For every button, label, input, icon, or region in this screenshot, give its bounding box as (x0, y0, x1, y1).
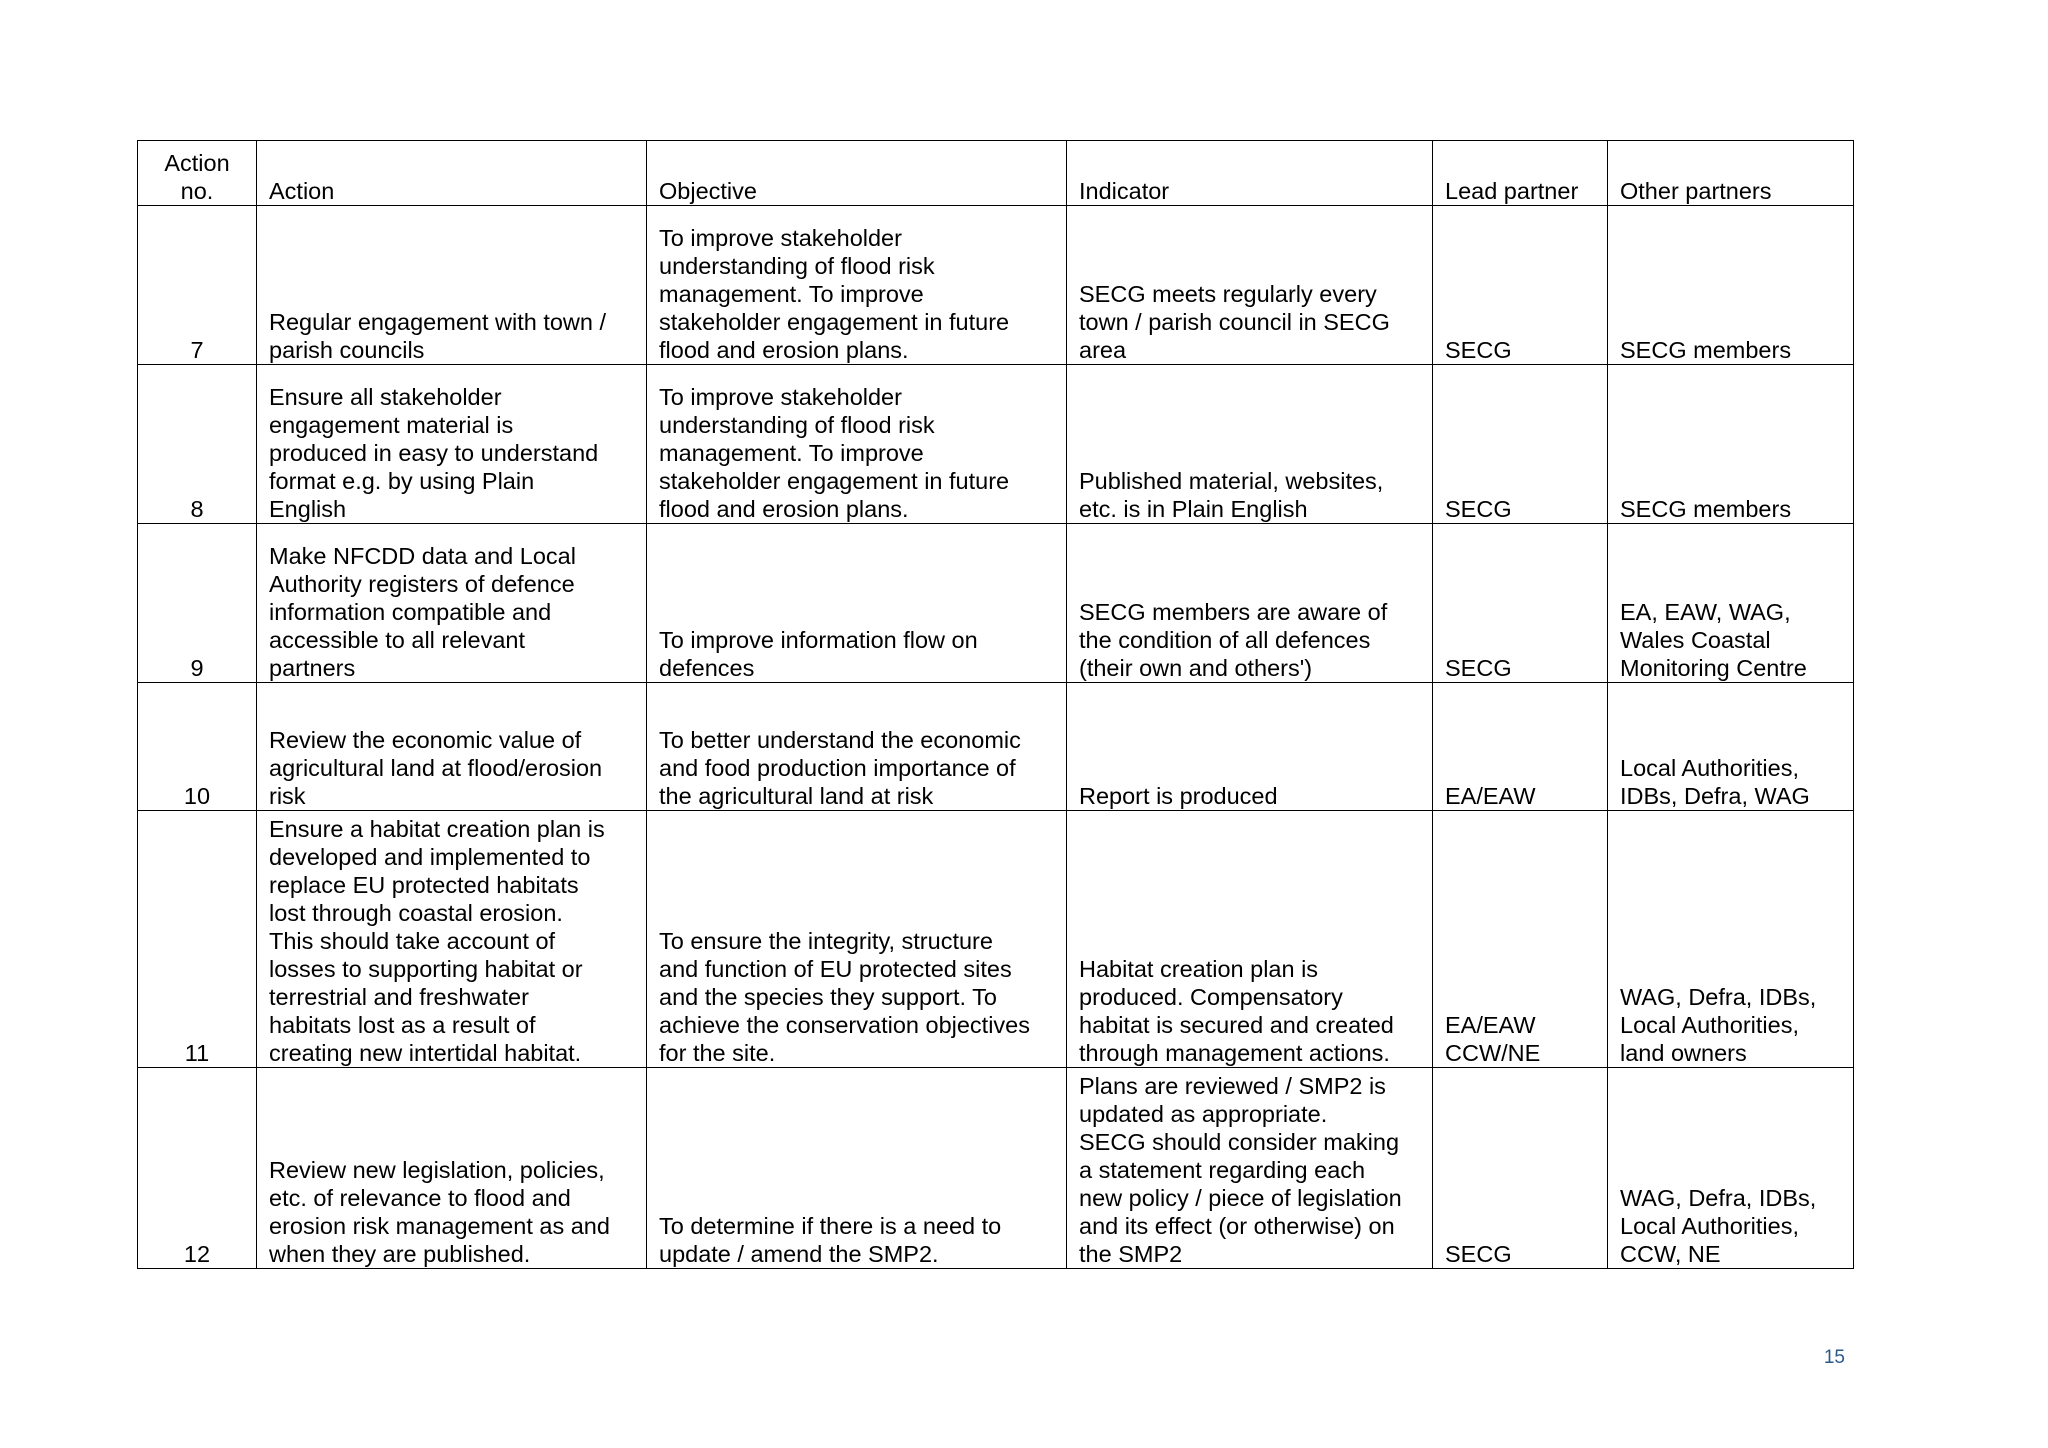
table-row (138, 524, 1854, 683)
table-header (138, 141, 1854, 206)
cell-lead-partner: SECG (1433, 1068, 1608, 1269)
cell-action: Make NFCDD data and Local Authority registers of defence information compatible and accessible to all relevant partners (257, 524, 647, 683)
cell-indicator: Report is produced (1067, 683, 1433, 811)
cell-action-no: 9 (138, 524, 257, 683)
table-row (138, 683, 1854, 811)
cell-objective: To ensure the integrity, structure and function of EU protected sites and the species they support. To achieve the conservation objectives for the site. (647, 811, 1067, 1068)
cell-indicator: SECG meets regularly every town / parish council in SECG area (1067, 206, 1433, 365)
cell-objective: To determine if there is a need to update / amend the SMP2. (647, 1068, 1067, 1269)
cell-lead-partner: SECG (1433, 524, 1608, 683)
action-plan-table (137, 140, 1854, 1269)
cell-objective: To improve stakeholder understanding of flood risk management. To improve stakeholder engagement in future flood and erosion plans. (647, 365, 1067, 524)
cell-indicator: SECG members are aware of the condition of all defences (their own and others') (1067, 524, 1433, 683)
cell-other-partners: WAG, Defra, IDBs, Local Authorities, land owners (1608, 811, 1854, 1068)
cell-action: Ensure all stakeholder engagement material is produced in easy to understand format e.g. by using Plain English (257, 365, 647, 524)
table-row (138, 811, 1854, 1068)
table-row (138, 206, 1854, 365)
cell-objective: To better understand the economic and food production importance of the agricultural land at risk (647, 683, 1067, 811)
header-action-no: Action no. (138, 141, 257, 206)
cell-action-no: 10 (138, 683, 257, 811)
cell-lead-partner: EA/EAW CCW/NE (1433, 811, 1608, 1068)
page-number: 15 (1823, 1347, 1845, 1368)
table-row (138, 1068, 1854, 1269)
cell-other-partners: EA, EAW, WAG, Wales Coastal Monitoring Centre (1608, 524, 1854, 683)
cell-lead-partner: SECG (1433, 206, 1608, 365)
cell-objective: To improve stakeholder understanding of flood risk management. To improve stakeholder engagement in future flood and erosion plans. (647, 206, 1067, 365)
cell-indicator: Habitat creation plan is produced. Compensatory habitat is secured and created through management actions. (1067, 811, 1433, 1068)
cell-action: Ensure a habitat creation plan is developed and implemented to replace EU protected habitats lost through coastal erosion. This should take account of losses to supporting habitat or terrestrial and freshwater habitats lost as a result of creating new intertidal habitat. (257, 811, 647, 1068)
cell-lead-partner: SECG (1433, 365, 1608, 524)
header-objective: Objective (647, 141, 1067, 206)
cell-action-no: 7 (138, 206, 257, 365)
cell-action-no: 11 (138, 811, 257, 1068)
cell-indicator: Published material, websites, etc. is in Plain English (1067, 365, 1433, 524)
cell-action: Review the economic value of agricultural land at flood/erosion risk (257, 683, 647, 811)
cell-objective: To improve information flow on defences (647, 524, 1067, 683)
header-indicator: Indicator (1067, 141, 1433, 206)
header-action: Action (257, 141, 647, 206)
table-body (138, 206, 1854, 1269)
cell-action-no: 12 (138, 1068, 257, 1269)
header-lead-partner: Lead partner (1433, 141, 1608, 206)
cell-other-partners: WAG, Defra, IDBs, Local Authorities, CCW, NE (1608, 1068, 1854, 1269)
cell-other-partners: SECG members (1608, 365, 1854, 524)
cell-action: Regular engagement with town / parish councils (257, 206, 647, 365)
cell-indicator: Plans are reviewed / SMP2 is updated as appropriate. SECG should consider making a statement regarding each new policy / piece of legislation and its effect (or otherwise) on the SMP2 (1067, 1068, 1433, 1269)
cell-other-partners: Local Authorities, IDBs, Defra, WAG (1608, 683, 1854, 811)
header-other-partners: Other partners (1608, 141, 1854, 206)
cell-lead-partner: EA/EAW (1433, 683, 1608, 811)
cell-other-partners: SECG members (1608, 206, 1854, 365)
table-row (138, 365, 1854, 524)
header-row (138, 141, 1854, 206)
cell-action-no: 8 (138, 365, 257, 524)
cell-action: Review new legislation, policies, etc. of relevance to flood and erosion risk management as and when they are published. (257, 1068, 647, 1269)
